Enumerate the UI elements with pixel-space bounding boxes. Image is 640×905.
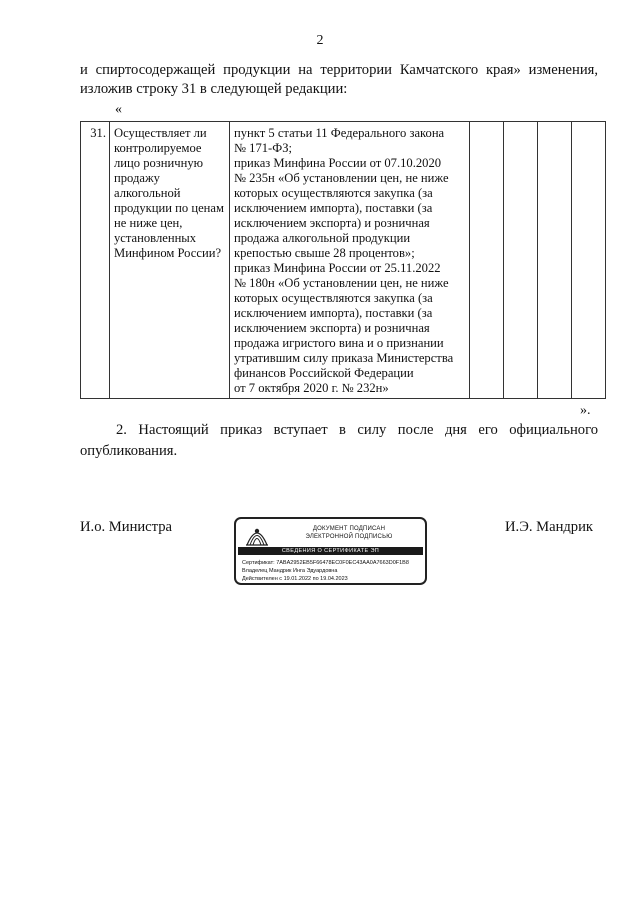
row-number: 31. <box>81 122 110 399</box>
basis-line: № 171-ФЗ; <box>234 141 293 155</box>
basis-line: исключением импорта), поставки (за <box>234 306 433 320</box>
empty-cell-yes <box>470 122 504 399</box>
basis-line: исключением экспорта) и розничная <box>234 321 430 335</box>
electronic-signature-stamp <box>234 517 427 585</box>
basis-line: утратившим силу приказа Министерства <box>234 351 454 365</box>
basis-line: которых осуществляются закупка (за <box>234 291 433 305</box>
coat-of-arms-icon <box>244 523 270 547</box>
stamp-validity: Действителен с 19.01.2022 по 19.04.2023 <box>242 576 348 582</box>
opening-quote: « <box>115 102 122 117</box>
signer-name: И.Э. Мандрик <box>505 519 594 535</box>
signer-role: И.о. Министра <box>80 519 172 535</box>
basis-line: от 7 октября 2020 г. № 232н» <box>234 381 389 395</box>
basis-line: № 180н «Об установлении цен, не ниже <box>234 276 449 290</box>
stamp-certificate-header: СВЕДЕНИЯ О СЕРТИФИКАТЕ ЭП <box>238 547 423 555</box>
stamp-details <box>242 559 421 583</box>
basis-line: которых осуществляются закупка (за <box>234 186 433 200</box>
paragraph-2: 2. Настоящий приказ вступает в силу после дня его официального опубликования. <box>80 422 598 459</box>
basis-line: исключением импорта), поставки (за <box>234 201 433 215</box>
stamp-title <box>276 525 422 541</box>
row-legal-basis <box>230 122 470 399</box>
basis-line: крепостью свыше 28 процентов»; <box>234 246 415 260</box>
basis-line: пункт 5 статьи 11 Федерального закона <box>234 126 445 140</box>
page-number: 2 <box>316 33 324 48</box>
basis-line: исключением экспорта) и розничная <box>234 216 430 230</box>
basis-line: продажа алкогольной продукции <box>234 231 411 245</box>
basis-line: продажа игристого вина и о признании <box>234 336 444 350</box>
table-row <box>81 122 606 399</box>
empty-cell-na <box>538 122 572 399</box>
intro-paragraph: и спиртосодержащей продукции на территории Камчатского края» изменения, изложив строку 31 в следующей редакции: <box>80 62 598 97</box>
stamp-owner: Владелец Мандрик Инга Эдуардовна <box>242 568 338 574</box>
stamp-title-line: ЭЛЕКТРОННОЙ ПОДПИСЬЮ <box>305 534 393 540</box>
row-question: Осуществляет ли контролируемое лицо розничную продажу алкогольной продукции по ценам не ниже цен, установленных Минфином России? <box>110 122 230 399</box>
empty-cell-no <box>504 122 538 399</box>
basis-line: № 235н «Об установлении цен, не ниже <box>234 171 449 185</box>
empty-cell-note <box>572 122 606 399</box>
closing-quote: ». <box>580 403 591 418</box>
basis-line: финансов Российской Федерации <box>234 366 414 380</box>
basis-line: приказ Минфина России от 07.10.2020 <box>234 156 442 170</box>
stamp-certificate: Сертификат: 7ABA2952EB5F66478EC0F0EC43AA0A7663D0F1B8 <box>242 560 409 566</box>
checklist-row-table <box>80 121 606 399</box>
stamp-title-line: ДОКУМЕНТ ПОДПИСАН <box>312 526 386 532</box>
basis-line: приказ Минфина России от 25.11.2022 <box>234 261 441 275</box>
